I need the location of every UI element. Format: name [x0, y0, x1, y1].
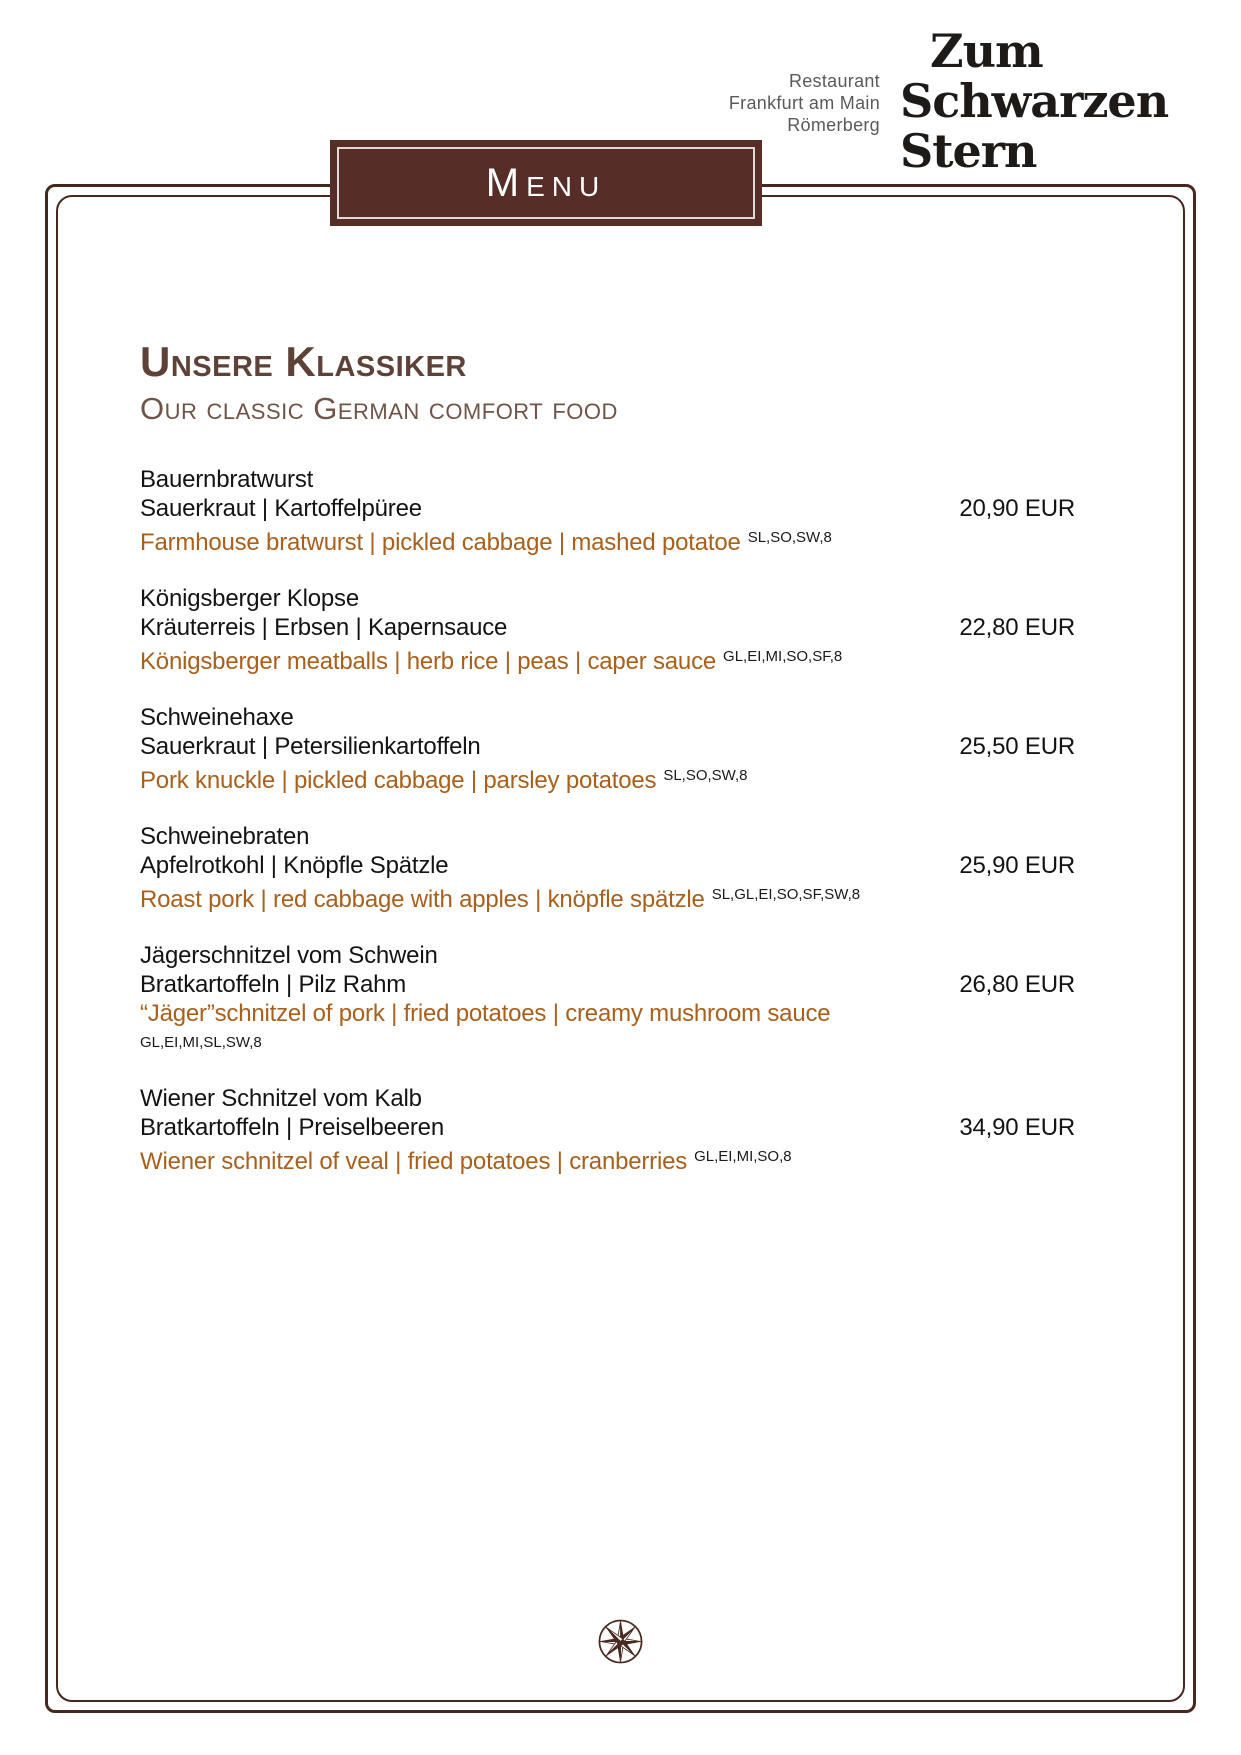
section-title: Unsere Klassiker	[140, 338, 467, 385]
menu-content	[140, 340, 1075, 1203]
dish-row	[140, 584, 1075, 676]
dish-name: Wiener Schnitzel vom Kalb	[140, 1085, 422, 1112]
dish-text	[140, 941, 925, 1057]
dish-description-text: “Jäger”schnitzel of pork | fried potatoes | creamy mushroom sauce	[140, 1000, 831, 1027]
address-line: Frankfurt am Main	[728, 93, 880, 113]
dish-row	[140, 822, 1075, 914]
section-subtitle: Our classic German comfort food	[140, 391, 618, 426]
dish-description	[140, 761, 925, 795]
dish-description-text: Wiener schnitzel of veal | fried potatoes | cranberries	[140, 1148, 688, 1175]
dish-list	[140, 465, 1075, 1176]
dish-allergens: GL,EI,MI,SO,8	[694, 1148, 792, 1165]
dish-text	[140, 465, 925, 557]
dish-allergens: SL,GL,EI,SO,SF,SW,8	[711, 886, 861, 903]
compass-star-icon	[597, 1618, 644, 1665]
dish-sides: Sauerkraut | Petersilienkartoffeln	[140, 733, 481, 760]
menu-banner-label: Menu	[485, 160, 607, 205]
dish-sides: Bratkartoffeln | Preiselbeeren	[140, 1114, 444, 1141]
dish-sides: Kräuterreis | Erbsen | Kapernsauce	[140, 614, 508, 641]
dish-description-text: Königsberger meatballs | herb rice | peas | caper sauce	[140, 648, 717, 675]
dish-description	[140, 880, 925, 914]
logo-line: Schwarzen	[900, 74, 1169, 128]
dish-name: Schweinehaxe	[140, 704, 294, 731]
dish-price: 34,90 EUR	[959, 1114, 1075, 1141]
logo-line: Zum	[930, 24, 1043, 78]
menu-banner-border	[337, 147, 755, 219]
dish-allergens: GL,EI,MI,SO,SF,8	[723, 648, 843, 665]
dish-row	[140, 703, 1075, 795]
dish-price: 25,90 EUR	[959, 852, 1075, 879]
dish-allergens: SL,SO,SW,8	[747, 529, 832, 546]
dish-sides: Bratkartoffeln | Pilz Rahm	[140, 971, 407, 998]
dish-row	[140, 465, 1075, 557]
dish-row	[140, 1084, 1075, 1176]
dish-text	[140, 703, 925, 795]
address-line: Restaurant	[788, 71, 880, 91]
dish-price: 22,80 EUR	[959, 614, 1075, 641]
dish-description	[140, 1142, 925, 1176]
dish-name: Bauernbratwurst	[140, 466, 314, 493]
restaurant-logo	[900, 26, 1168, 176]
dish-name: Königsberger Klopse	[140, 585, 360, 612]
dish-name: Schweinebraten	[140, 823, 310, 850]
logo-line: Stern	[900, 124, 1037, 178]
dish-price: 26,80 EUR	[959, 971, 1075, 998]
dish-row	[140, 941, 1075, 1057]
dish-description-text: Roast pork | red cabbage with apples | knöpfle spätzle	[140, 886, 705, 913]
dish-description-text: Pork knuckle | pickled cabbage | parsley potatoes	[140, 767, 657, 794]
dish-sides: Apfelrotkohl | Knöpfle Spätzle	[140, 852, 449, 879]
address-line: Römerberg	[787, 115, 880, 135]
dish-price: 25,50 EUR	[959, 733, 1075, 760]
menu-banner	[330, 140, 762, 226]
dish-description	[140, 642, 925, 676]
dish-price: 20,90 EUR	[959, 495, 1075, 522]
dish-sides: Sauerkraut | Kartoffelpüree	[140, 495, 422, 522]
dish-text	[140, 822, 925, 914]
restaurant-address	[729, 70, 880, 136]
dish-description	[140, 523, 925, 557]
dish-text	[140, 1084, 925, 1176]
dish-name: Jägerschnitzel vom Schwein	[140, 942, 438, 969]
footer-ornament	[0, 1618, 1241, 1665]
dish-allergens: SL,SO,SW,8	[663, 767, 748, 784]
dish-text	[140, 584, 925, 676]
dish-description	[140, 999, 925, 1057]
dish-allergens: GL,EI,MI,SL,SW,8	[140, 1034, 262, 1051]
dish-description-text: Farmhouse bratwurst | pickled cabbage | mashed potatoe	[140, 529, 741, 556]
